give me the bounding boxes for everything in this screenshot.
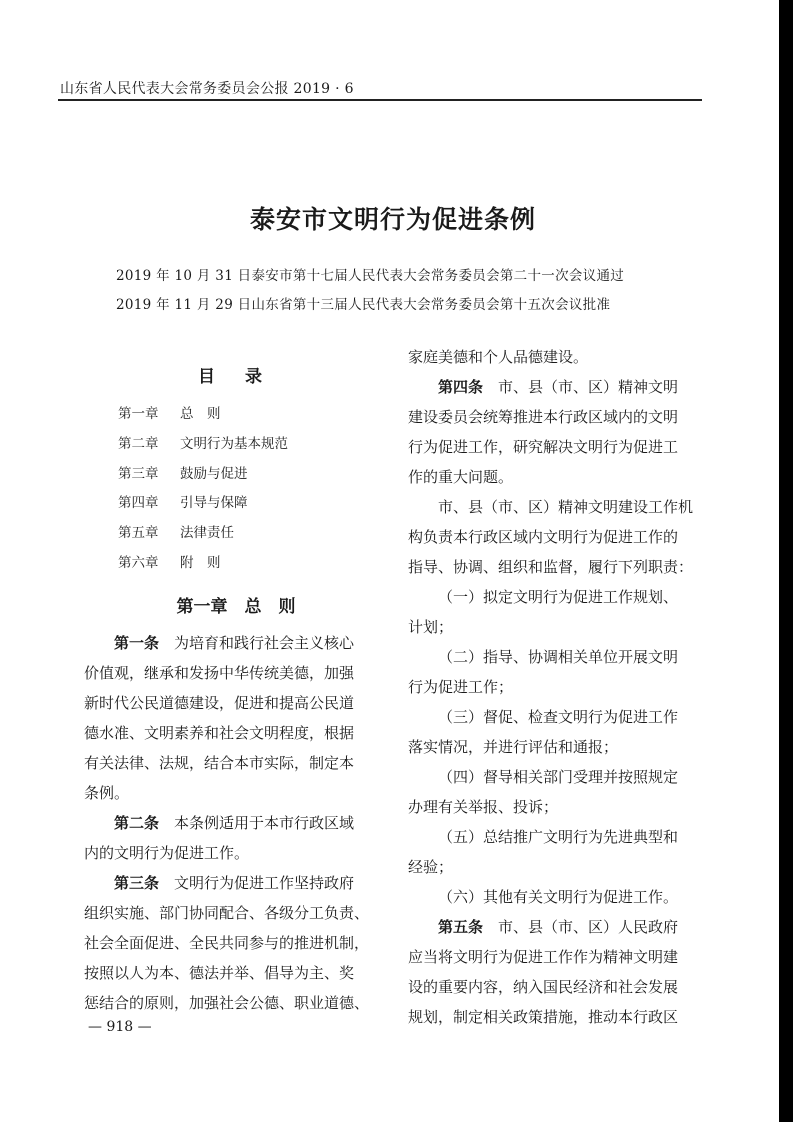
text-line (408, 942, 704, 972)
text-line (408, 432, 704, 462)
line-text: （二）指导、协调相关单位开展文明 (438, 648, 679, 666)
toc-chapter-name: 文明行为基本规范 (180, 435, 288, 452)
line-text: 构负责本行政区域内文明行为促进工作的 (408, 528, 679, 546)
line-text: 市、县（市、区）精神文明建设工作机 (438, 498, 694, 516)
text-line (408, 462, 704, 492)
text-line (408, 762, 704, 792)
line-text: 价值观，继承和发扬中华传统美德，加强 (84, 664, 355, 682)
line-text: 指导、协调、组织和监督，履行下列职责： (408, 558, 694, 576)
text-line (408, 402, 704, 432)
text-line (408, 642, 704, 672)
line-text: 内的文明行为促进工作。 (84, 844, 250, 862)
toc-chapter-number: 第四章 (118, 495, 159, 512)
text-line (408, 792, 704, 822)
text-line (408, 732, 704, 762)
running-header: 山东省人民代表大会常务委员会公报 2019 · 6 (60, 81, 354, 97)
page-number: — 918 — (88, 1019, 152, 1035)
line-text: 经验； (408, 858, 454, 876)
toc-chapter-name: 鼓励与促进 (180, 465, 248, 482)
toc-chapter-number: 第二章 (118, 435, 159, 452)
text-line (408, 822, 704, 852)
toc-item (118, 432, 288, 462)
toc-chapter-name: 附 则 (180, 554, 221, 571)
left-column-text (84, 628, 388, 1018)
line-text: 行为促进工作，研究解决文明行为促进工 (408, 438, 679, 456)
line-text: 建设委员会统筹推进本行政区域内的文明 (408, 408, 679, 426)
line-text: （六）其他有关文明行为促进工作。 (438, 888, 679, 906)
text-line (408, 372, 704, 402)
line-text: 按照以人为本、德法并举、倡导为主、奖 (84, 964, 355, 982)
line-text: 德水准、文明素养和社会文明程度，根据 (84, 724, 355, 742)
line-text: 落实情况，并进行评估和通报； (408, 738, 619, 756)
text-line (408, 522, 704, 552)
line-text: 有关法律、法规，结合本市实际，制定本 (84, 754, 355, 772)
text-line (84, 808, 388, 838)
text-line (84, 928, 388, 958)
approval-note: 2019 年 11 月 29 日山东省第十三届人民代表大会常务委员会第十五次会议批准 (116, 297, 611, 313)
text-line (84, 958, 388, 988)
line-text: 办理有关举报、投诉； (408, 798, 559, 816)
line-text: （五）总结推广文明行为先进典型和 (438, 828, 679, 846)
table-of-contents (118, 402, 288, 581)
right-column-text (408, 342, 704, 1032)
text-line (408, 672, 704, 702)
text-line (84, 988, 388, 1018)
toc-heading: 目 录 (198, 367, 274, 387)
text-line (408, 972, 704, 1002)
article-label: 第二条 (114, 814, 160, 832)
article-label: 第四条 (438, 378, 484, 396)
adoption-note: 2019 年 10 月 31 日泰安市第十七届人民代表大会常务委员会第二十一次会议通过 (116, 268, 625, 284)
text-line (408, 882, 704, 912)
text-line (408, 612, 704, 642)
line-text: 设的重要内容，纳入国民经济和社会发展 (408, 978, 679, 996)
line-text: 应当将文明行为促进工作作为精神文明建 (408, 948, 679, 966)
line-text: （一）拟定文明行为促进工作规划、 (438, 588, 679, 606)
text-line (408, 1002, 704, 1032)
article-label: 第三条 (114, 874, 160, 892)
line-text: 行为促进工作； (408, 678, 514, 696)
line-text: 规划，制定相关政策措施，推动本行政区 (408, 1008, 679, 1026)
line-text: 新时代公民道德建设，促进和提高公民道 (84, 694, 355, 712)
text-line (408, 852, 704, 882)
line-text: （三）督促、检查文明行为促进工作 (438, 708, 679, 726)
toc-item (118, 491, 288, 521)
toc-chapter-name: 引导与保障 (180, 495, 248, 512)
text-line (408, 912, 704, 942)
toc-item (118, 402, 288, 432)
text-line (84, 748, 388, 778)
line-text: 作的重大问题。 (408, 468, 514, 486)
text-line (408, 702, 704, 732)
text-line (408, 492, 704, 522)
text-line (84, 628, 388, 658)
document-title: 泰安市文明行为促进条例 (249, 205, 536, 234)
article-label: 第五条 (438, 918, 484, 936)
text-line (84, 778, 388, 808)
toc-chapter-name: 总 则 (180, 406, 221, 422)
line-text: 市、县（市、区）人民政府 (498, 918, 679, 936)
text-line (84, 718, 388, 748)
text-line (84, 898, 388, 928)
toc-item (118, 551, 288, 581)
text-line (408, 552, 704, 582)
line-text: 条例。 (84, 784, 130, 802)
toc-item (118, 462, 288, 492)
toc-chapter-number: 第五章 (118, 525, 159, 542)
toc-chapter-number: 第三章 (118, 465, 159, 482)
line-text: 文明行为促进工作坚持政府 (174, 874, 355, 892)
text-line (84, 658, 388, 688)
toc-item (118, 521, 288, 551)
text-line (408, 582, 704, 612)
text-line (84, 838, 388, 868)
line-text: 计划； (408, 618, 454, 636)
line-text: 家庭美德和个人品德建设。 (408, 348, 589, 366)
header-rule (58, 99, 702, 101)
chapter-heading: 第一章 总 则 (176, 597, 296, 617)
toc-chapter-name: 法律责任 (180, 525, 234, 542)
text-line (84, 688, 388, 718)
line-text: 惩结合的原则，加强社会公德、职业道德、 (84, 994, 370, 1012)
article-label: 第一条 (114, 634, 160, 652)
toc-chapter-number: 第六章 (118, 554, 159, 571)
line-text: （四）督导相关部门受理并按照规定 (438, 768, 679, 786)
text-line (84, 868, 388, 898)
text-line (408, 342, 704, 372)
line-text: 本条例适用于本市行政区域 (174, 814, 355, 832)
toc-chapter-number: 第一章 (118, 406, 159, 422)
scan-edge (779, 0, 793, 1122)
line-text: 组织实施、部门协同配合、各级分工负责、 (84, 904, 370, 922)
line-text: 为培育和践行社会主义核心 (174, 634, 355, 652)
line-text: 市、县（市、区）精神文明 (498, 378, 679, 396)
line-text: 社会全面促进、全民共同参与的推进机制， (84, 934, 370, 952)
